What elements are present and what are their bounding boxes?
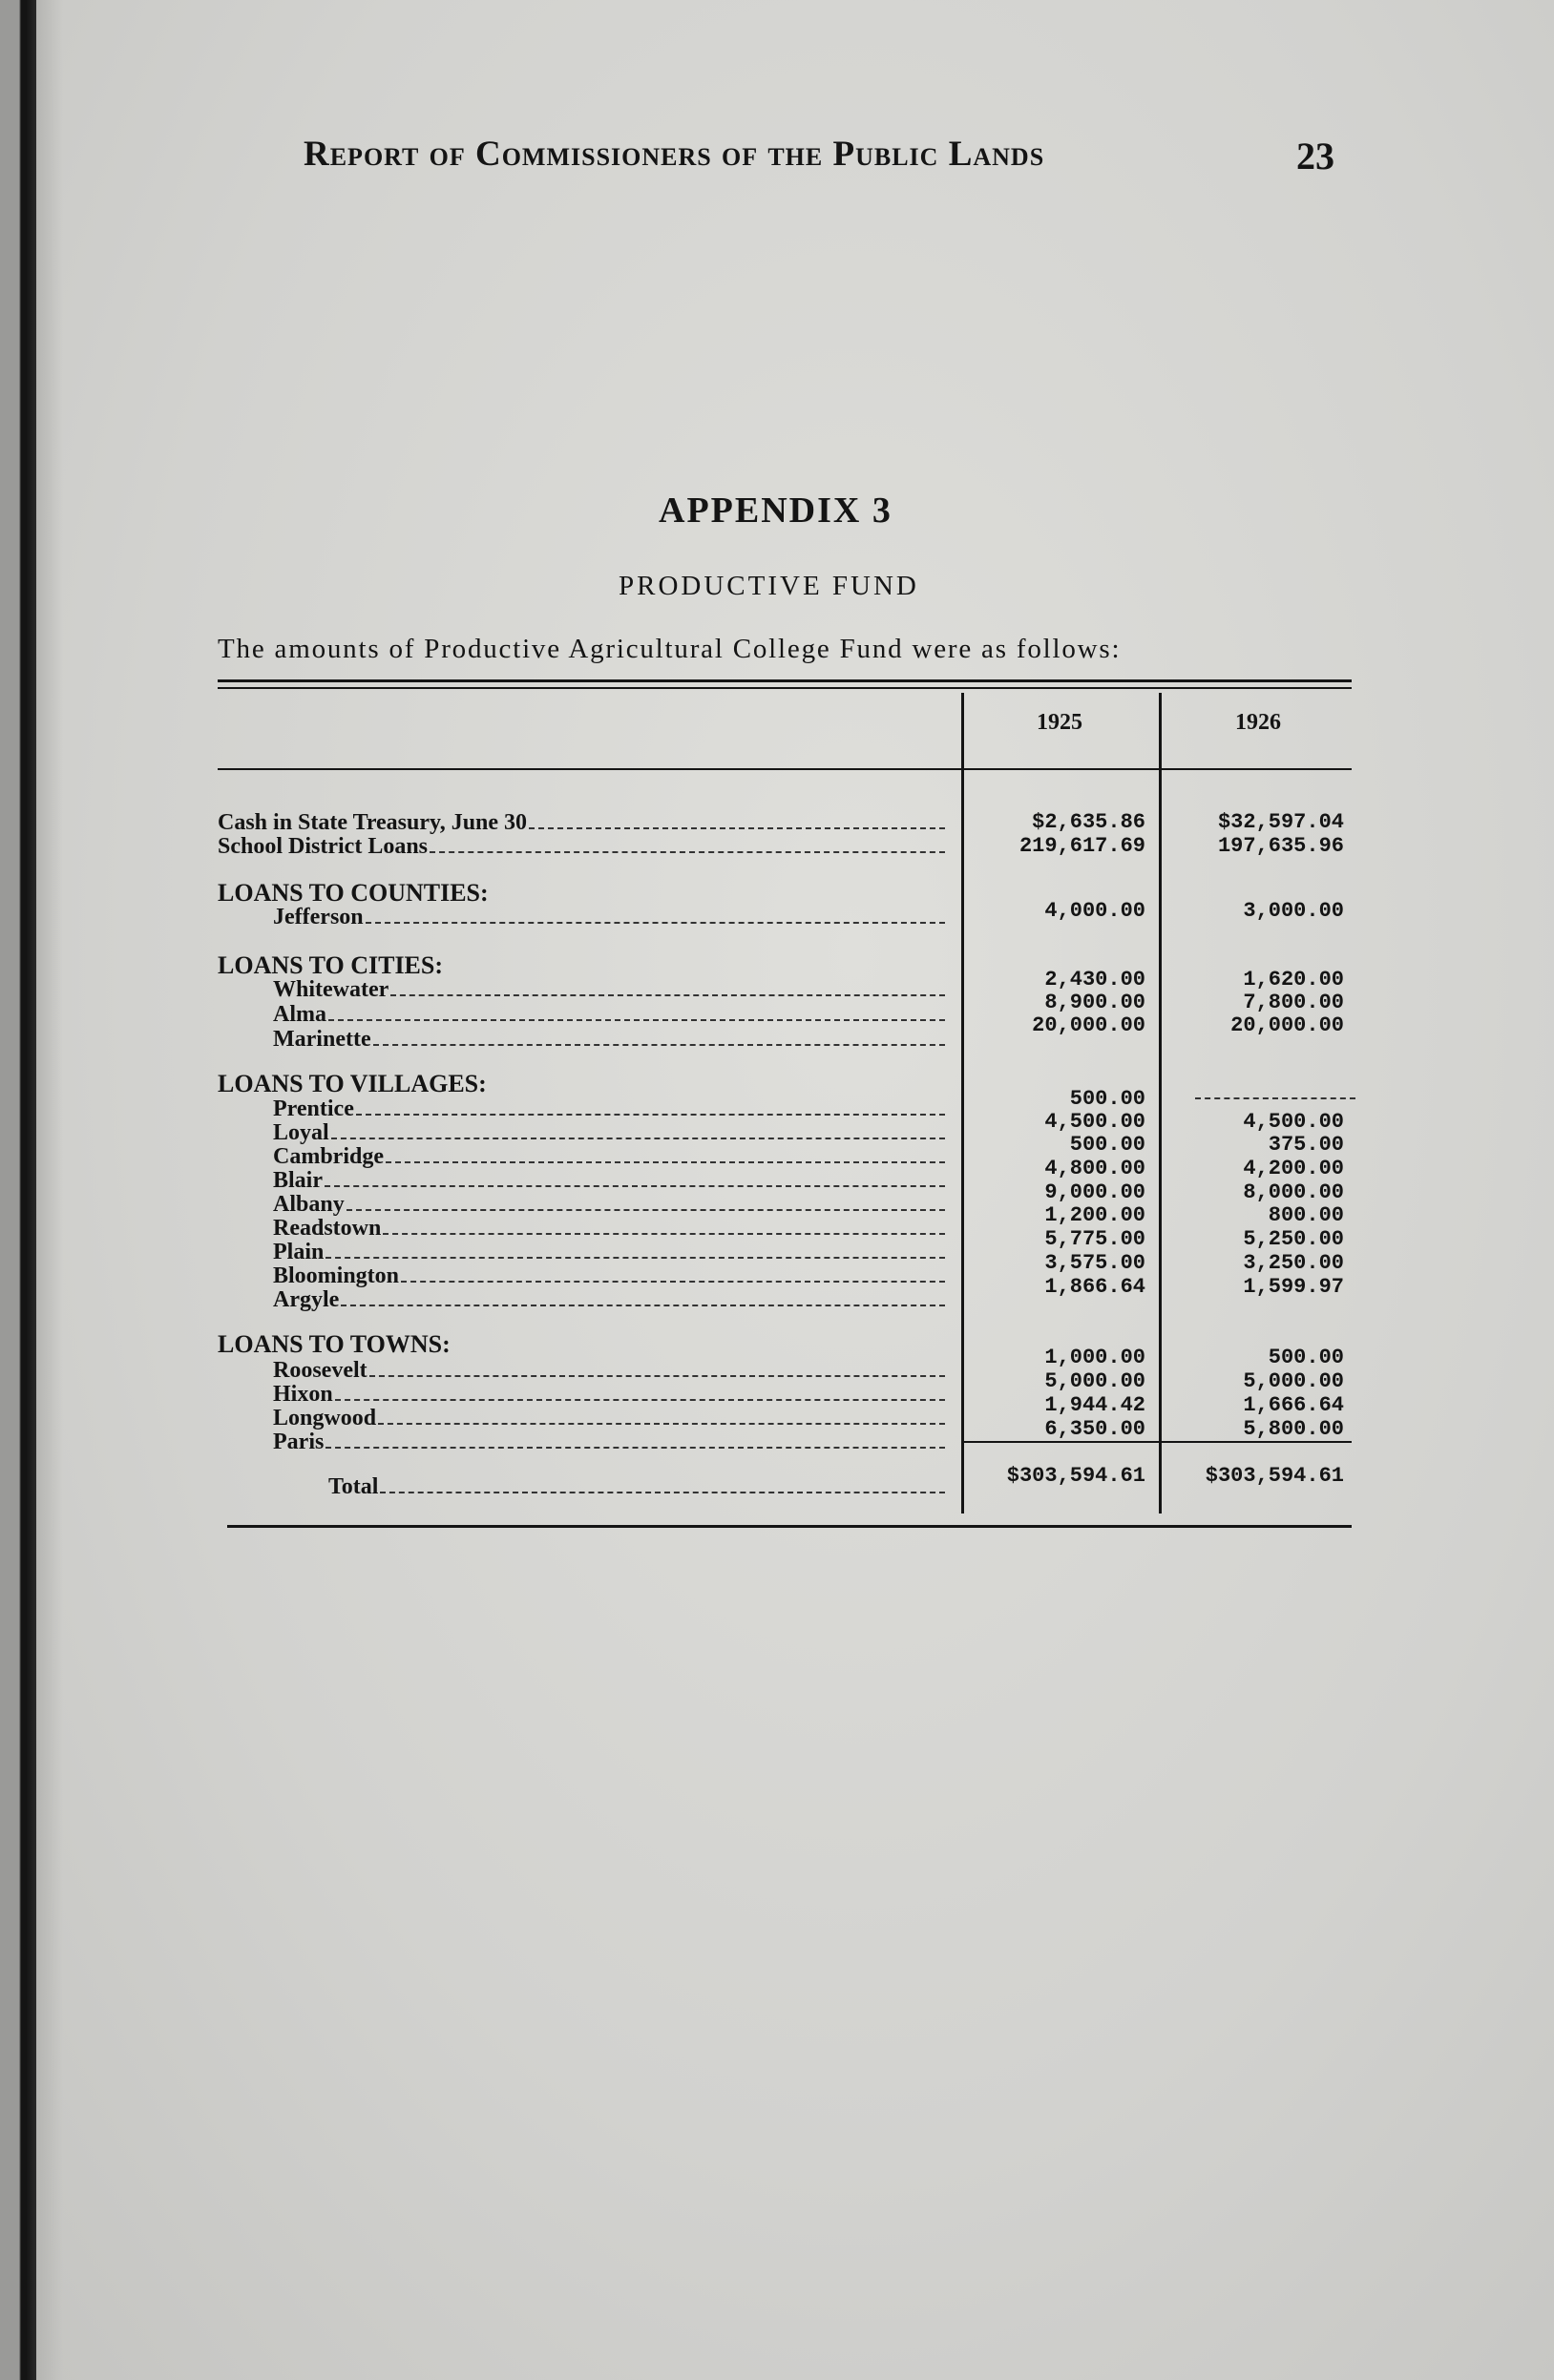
header-bottom-rule	[218, 768, 1352, 770]
table-cell-1925: 4,800.00	[1044, 1157, 1145, 1180]
table-cell-1925: 500.00	[1069, 1133, 1145, 1157]
table-cell-1925: 500.00	[1069, 1087, 1145, 1111]
table-cell-1925: 4,000.00	[1044, 899, 1145, 923]
running-header	[304, 134, 1348, 175]
section-heading-cities: LOANS TO CITIES:	[218, 951, 444, 979]
fund-subtitle: PRODUCTIVE FUND	[619, 571, 919, 601]
table-top-rule-thin	[218, 687, 1352, 689]
table-cell-1926: 197,635.96	[1217, 834, 1344, 858]
table-row-label: Loyal	[273, 1120, 945, 1145]
table-cell-1926: 5,800.00	[1243, 1417, 1344, 1441]
section-heading-counties: LOANS TO COUNTIES:	[218, 879, 489, 907]
running-title: Report of Commissioners of the Public Lands	[304, 135, 1045, 174]
table-cell-1926: 1,620.00	[1243, 968, 1344, 992]
table-cell-1926: 8,000.00	[1243, 1180, 1344, 1204]
table-cell-1925: 5,775.00	[1044, 1227, 1145, 1251]
table-cell-1926: 375.00	[1268, 1133, 1344, 1157]
table-row-label: Alma	[273, 1002, 945, 1027]
table-row-label: Marinette	[273, 1027, 945, 1052]
table-cell-1926: 1,599.97	[1243, 1275, 1344, 1299]
table-cell-1925: 1,866.64	[1044, 1275, 1145, 1299]
table-row-label: School District Loans	[218, 834, 945, 859]
appendix-title: APPENDIX 3	[659, 491, 892, 531]
table-row-label: Jefferson	[273, 905, 945, 929]
table-cell-1925: 1,000.00	[1044, 1346, 1145, 1369]
table-top-rule	[218, 679, 1352, 682]
column-header-1926: 1926	[1235, 710, 1281, 735]
table-cell-1925: 20,000.00	[1032, 1013, 1145, 1037]
table-row-label: Roosevelt	[273, 1358, 945, 1383]
table-row-label: Albany	[273, 1192, 945, 1217]
total-cell-1926: $303,594.61	[1205, 1464, 1344, 1488]
table-cell-1925: 1,944.42	[1044, 1393, 1145, 1417]
table-cell-1926: 7,800.00	[1243, 991, 1344, 1014]
table-cell-1926: 4,500.00	[1243, 1110, 1344, 1134]
table-cell-1925: 2,430.00	[1044, 968, 1145, 992]
table-row-label: Bloomington	[273, 1263, 945, 1288]
table-cell-1925: 3,575.00	[1044, 1251, 1145, 1275]
table-cell-1925: 1,200.00	[1044, 1203, 1145, 1227]
table-row-label: Argyle	[273, 1287, 945, 1312]
total-cell-1925: $303,594.61	[1006, 1464, 1145, 1488]
table-cell-1925: 9,000.00	[1044, 1180, 1145, 1204]
table-cell-1926-empty	[1195, 1097, 1355, 1099]
table-cell-1926: 5,250.00	[1243, 1227, 1344, 1251]
table-cell-1925: 8,900.00	[1044, 991, 1145, 1014]
table-cell-1925: 6,350.00	[1044, 1417, 1145, 1441]
table-row-label: Blair	[273, 1168, 945, 1193]
column-header-1925: 1925	[1037, 710, 1082, 735]
table-row-label: Cambridge	[273, 1144, 945, 1169]
total-row-label: Total	[328, 1474, 945, 1499]
table-cell-1926: 800.00	[1268, 1203, 1344, 1227]
table-cell-1925: 4,500.00	[1044, 1110, 1145, 1134]
table-cell-1925: $2,635.86	[1032, 810, 1145, 834]
intro-sentence: The amounts of Productive Agricultural College Fund were as follows:	[218, 634, 1122, 664]
table-cell-1926: 4,200.00	[1243, 1157, 1344, 1180]
page-number: 23	[1296, 135, 1334, 177]
table-cell-1926: 500.00	[1268, 1346, 1344, 1369]
column-divider-2	[1159, 693, 1162, 1514]
table-row-label: Whitewater	[273, 977, 945, 1002]
table-row-label: Prentice	[273, 1096, 945, 1121]
table-row-label: Paris	[273, 1430, 945, 1454]
table-row-label: Hixon	[273, 1382, 945, 1407]
table-bottom-rule	[227, 1525, 1352, 1528]
column-divider-1	[961, 693, 964, 1514]
book-binding-edge	[0, 0, 36, 2380]
section-heading-villages: LOANS TO VILLAGES:	[218, 1070, 487, 1097]
table-cell-1926: 20,000.00	[1230, 1013, 1344, 1037]
table-cell-1925: 219,617.69	[1018, 834, 1145, 858]
table-row-label: Plain	[273, 1240, 945, 1264]
table-row-label: Longwood	[273, 1406, 945, 1430]
table-cell-1926: 3,250.00	[1243, 1251, 1344, 1275]
table-row-label: Cash in State Treasury, June 30	[218, 810, 945, 835]
table-row-label: Readstown	[273, 1216, 945, 1241]
table-cell-1926: 5,000.00	[1243, 1369, 1344, 1393]
table-cell-1926: $32,597.04	[1217, 810, 1344, 834]
binding-shadow	[36, 0, 63, 2380]
section-heading-towns: LOANS TO TOWNS:	[218, 1330, 451, 1358]
table-cell-1926: 1,666.64	[1243, 1393, 1344, 1417]
table-cell-1925: 5,000.00	[1044, 1369, 1145, 1393]
table-cell-1926: 3,000.00	[1243, 899, 1344, 923]
